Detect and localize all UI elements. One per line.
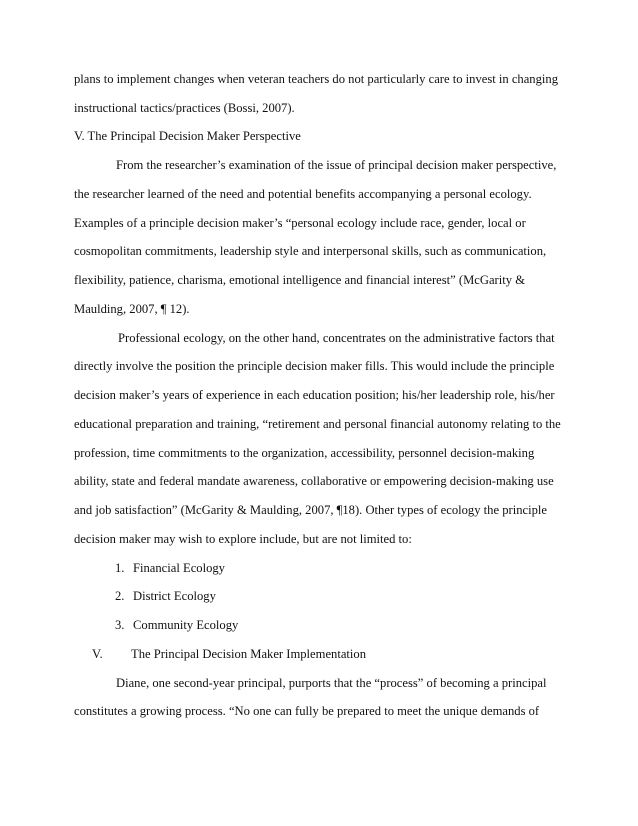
text-line: profession, time commitments to the organization, accessibility, personnel decision-making [74, 446, 535, 460]
paragraph-start: Diane, one second-year principal, purports that the “process” of becoming a principal [116, 676, 547, 690]
text-line: flexibility, patience, charisma, emotional intelligence and financial interest” (McGarity & [74, 273, 525, 287]
list-number: 1. [115, 561, 125, 575]
text-line: cosmopolitan commitments, leadership style and interpersonal skills, such as communication, [74, 244, 547, 258]
text-line: ability, state and federal mandate awareness, collaborative or empowering decision-making use [74, 474, 554, 488]
list-text: Community Ecology [133, 618, 239, 632]
list-text: District Ecology [133, 589, 216, 603]
section-heading-implementation: The Principal Decision Maker Implementation [131, 647, 367, 661]
list-text: Financial Ecology [133, 561, 225, 575]
section-numeral: V. [92, 647, 103, 661]
text-line: instructional tactics/practices (Bossi, 2007). [74, 101, 295, 115]
paragraph-start: Professional ecology, on the other hand, concentrates on the administrative factors that [118, 331, 555, 345]
text-line: the researcher learned of the need and potential benefits accompanying a personal ecology. [74, 187, 532, 201]
paragraph-start: From the researcher’s examination of the issue of principal decision maker perspective, [116, 158, 557, 172]
text-line: Examples of a principle decision maker’s “personal ecology include race, gender, local or [74, 216, 526, 230]
text-line: and job satisfaction” (McGarity & Maulding, 2007, ¶18). Other types of ecology the principle [74, 503, 547, 517]
text-line: plans to implement changes when veteran teachers do not particularly care to invest in changing [74, 72, 558, 86]
text-line: constitutes a growing process. “No one can fully be prepared to meet the unique demands of [74, 704, 540, 718]
section-heading-perspective: V. The Principal Decision Maker Perspective [74, 129, 301, 143]
text-line: Maulding, 2007, ¶ 12). [74, 302, 190, 316]
text-line: decision maker may wish to explore include, but are not limited to: [74, 532, 412, 546]
text-line: decision maker’s years of experience in each education position; his/her leadership role, his/her [74, 388, 555, 402]
list-number: 3. [115, 618, 125, 632]
text-line: directly involve the position the principle decision maker fills. This would include the principle [74, 359, 555, 373]
text-line: educational preparation and training, “retirement and personal financial autonomy relating to the [74, 417, 561, 431]
list-number: 2. [115, 589, 125, 603]
